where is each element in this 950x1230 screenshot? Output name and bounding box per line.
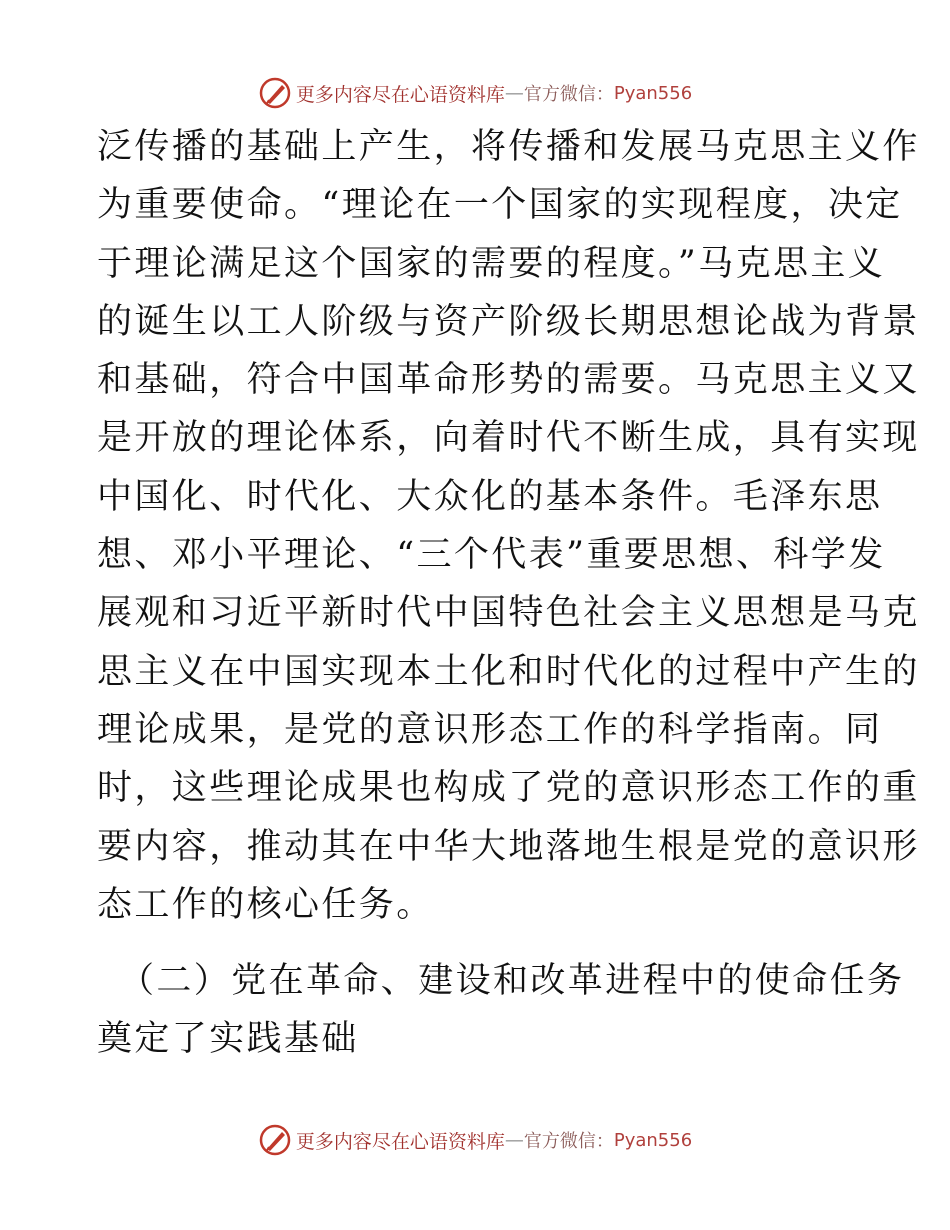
header-watermark-banner: [0, 73, 950, 113]
watermark-wechat-id: Pyan556: [613, 1129, 693, 1151]
watermark-wechat-id: Pyan556: [613, 82, 693, 104]
watermark-separator: —: [504, 82, 524, 104]
watermark-wechat-label: 官方微信：: [523, 1131, 614, 1152]
watermark-brand-text: 更多内容尽在心语资料库: [295, 1130, 505, 1153]
watermark-brand-text: 更多内容尽在心语资料库: [295, 83, 505, 106]
text-line: 展观和习近平新时代中国特色社会主义思想是马克: [97, 593, 920, 634]
text-line: 时，这些理论成果也构成了党的意识形态工作的重: [97, 768, 920, 809]
quill-pen-logo-icon: [258, 1123, 292, 1157]
section-heading: [97, 952, 905, 1069]
text-line: 于理论满足这个国家的需要的程度。”马克思主义: [97, 243, 886, 284]
section-heading-line: （二）党在革命、建设和改革进程中的使命任务: [119, 961, 905, 1002]
watermark-wechat-label: 官方微信：: [523, 84, 614, 105]
text-line: 理论成果，是党的意识形态工作的科学指南。同: [97, 709, 883, 750]
watermark-separator: —: [504, 1129, 524, 1151]
text-line: 态工作的核心任务。: [97, 884, 434, 925]
text-line: 泛传播的基础上产生，将传播和发展马克思主义作: [97, 127, 920, 167]
document-body: [97, 118, 920, 1069]
text-line: 的诞生以工人阶级与资产阶级长期思想论战为背景: [97, 301, 920, 342]
text-line: 思主义在中国实现本土化和时代化的过程中产生的: [97, 651, 920, 692]
text-line: 为重要使命。“理论在一个国家的实现程度，决定: [97, 185, 903, 226]
section-heading-line: 奠定了实践基础: [97, 1019, 359, 1060]
footer-watermark-banner: [0, 1120, 950, 1160]
text-line: 和基础，符合中国革命形势的需要。马克思主义又: [97, 360, 920, 401]
paragraph-1: [97, 118, 920, 934]
text-line: 中国化、时代化、大众化的基本条件。毛泽东思: [97, 476, 883, 517]
text-line: 想、邓小平理论、“三个代表”重要思想、科学发: [97, 535, 886, 576]
text-line: 是开放的理论体系，向着时代不断生成，具有实现: [97, 418, 920, 459]
quill-pen-logo-icon: [258, 76, 292, 110]
text-line: 要内容，推动其在中华大地落地生根是党的意识形: [97, 826, 920, 867]
